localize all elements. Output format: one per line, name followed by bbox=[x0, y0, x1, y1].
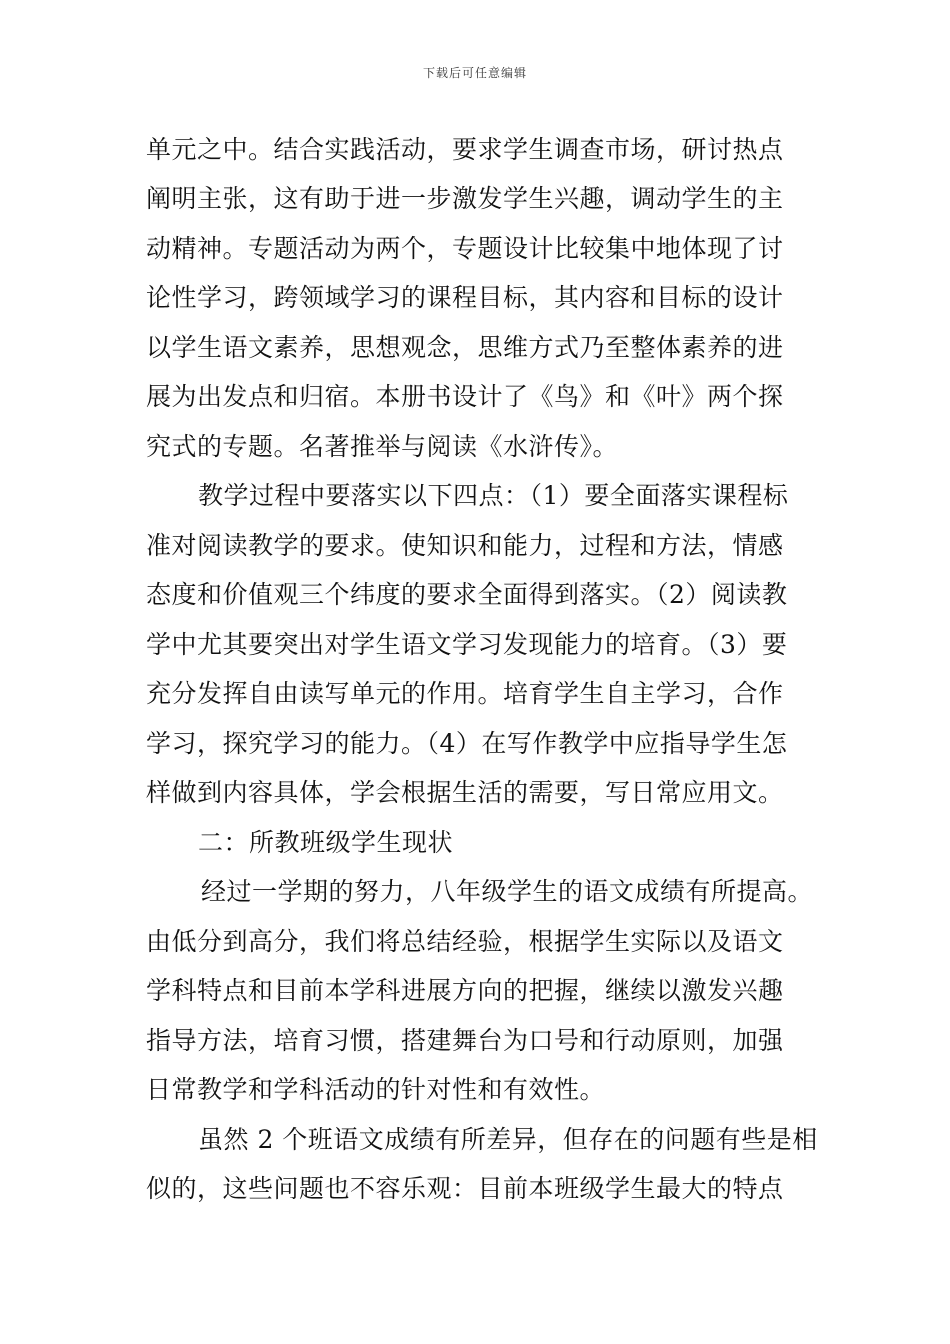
text-line: 态度和价值观三个纬度的要求全面得到落实。（2）阅读教 bbox=[146, 580, 788, 609]
text-line: 阐明主张，这有助于进一步激发学生兴趣，调动学生的主 bbox=[146, 184, 784, 213]
text-line: 展为出发点和归宿。本册书设计了《鸟》和《叶》两个探 bbox=[146, 382, 784, 411]
paragraph-first-line: 经过一学期的努力，八年级学生的语文成绩有所提高。 bbox=[201, 877, 814, 906]
text-line: 学中尤其要突出对学生语文学习发现能力的培育。（3）要 bbox=[146, 630, 788, 659]
text-line: 学科特点和目前本学科进展方向的把握，继续以激发兴趣 bbox=[146, 976, 784, 1005]
text-line: 动精神。专题活动为两个，专题设计比较集中地体现了讨 bbox=[146, 234, 784, 263]
text-line: 究式的专题。名著推举与阅读《水浒传》。 bbox=[146, 432, 619, 461]
text-line: 似的，这些问题也不容乐观：目前本班级学生最大的特点 bbox=[146, 1174, 784, 1203]
text-line: 样做到内容具体，学会根据生活的需要，写日常应用文。 bbox=[146, 778, 784, 807]
text-line: 由低分到高分，我们将总结经验，根据学生实际以及语文 bbox=[146, 927, 784, 956]
text-line: 充分发挥自由读写单元的作用。培育学生自主学习，合作 bbox=[146, 679, 784, 708]
page-header: 下载后可任意编辑 bbox=[422, 66, 527, 80]
section-heading: 二：所教班级学生现状 bbox=[198, 828, 454, 857]
text-line: 以学生语文素养，思想观念，思维方式乃至整体素养的进 bbox=[146, 333, 784, 362]
text-line: 学习，探究学习的能力。（4）在写作教学中应指导学生怎 bbox=[146, 729, 788, 758]
paragraph-first-line: 教学过程中要落实以下四点：（1）要全面落实课程标 bbox=[198, 481, 789, 510]
text-line: 日常教学和学科活动的针对性和有效性。 bbox=[146, 1075, 606, 1104]
paragraph-first-line: 虽然 2 个班语文成绩有所差异，但存在的问题有些是相 bbox=[198, 1125, 818, 1154]
text-line: 单元之中。结合实践活动，要求学生调查市场，研讨热点 bbox=[146, 135, 784, 164]
text-line: 准对阅读教学的要求。使知识和能力，过程和方法，情感 bbox=[146, 531, 784, 560]
text-line: 论性学习，跨领域学习的课程目标，其内容和目标的设计 bbox=[146, 283, 784, 312]
text-line: 指导方法，培育习惯，搭建舞台为口号和行动原则，加强 bbox=[146, 1026, 784, 1055]
